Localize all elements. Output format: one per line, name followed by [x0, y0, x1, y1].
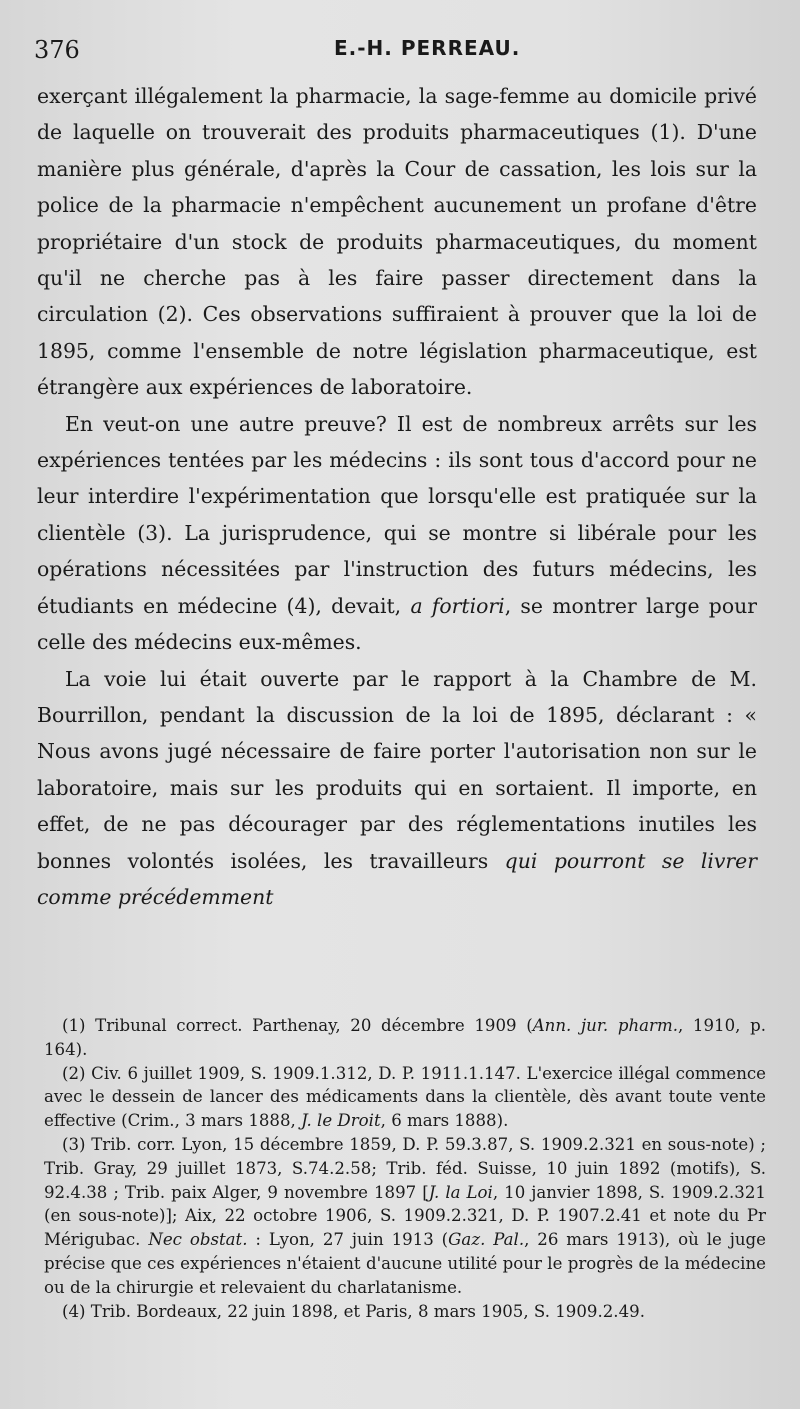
paragraph-2: En veut-on une autre preuve? Il est de nombreux arrêts sur les expériences tentées par les médecins : ils sont tous d'accord pour ne leur interdire l'expérimentation que lorsqu'elle est pratiquée sur la clientèle (3). La jurisprudence, qui se montre si libérale pour les opérations nécessitées par l'instruction des futurs médecins, les étudiants en médecine (4), devait, a fortiori, se montrer large pour celle des médecins eux-mêmes. [37, 411, 757, 655]
paragraph-3: La voie lui était ouverte par le rapport à la Chambre de M. Bourrillon, pendant la discussion de la loi de 1895, déclarant : « Nous avons jugé nécessaire de faire porter l'autorisation non sur le laboratoire, mais sur les produits qui en sortaient. Il importe, en effet, de ne pas décourager par des réglementations inutiles les bonnes volontés isolées, les travailleurs qui pourront se livrer comme précédemment [37, 666, 757, 909]
footnote-2: (2) Civ. 6 juillet 1909, S. 1909.1.312, D. P. 1911.1.147. L'exercice illégal commence avec le dessein de lancer des médicaments dans la clientèle, dès avant toute vente effective (Crim., 3 mars 1888, J. le Droit, 6 mars 1888). [44, 1063, 766, 1131]
footnotes [44, 1014, 766, 1323]
page-header [34, 36, 760, 72]
running-head: E.-H. PERREAU. [334, 36, 521, 60]
paragraph-1: exerçant illégalement la pharmacie, la sage-femme au domicile privé de laquelle on trouverait des produits pharmaceutiques (1). D'une manière plus générale, d'après la Cour de cassation, les lois sur la police de la pharmacie n'empêchent aucunement un profane d'être propriétaire d'un stock de produits pharmaceutiques, du moment qu'il ne cherche pas à les faire passer directement dans la circulation (2). Ces observations suffiraient à prouver que la loi de 1895, comme l'ensemble de notre législation pharmaceutique, est étrangère aux expériences de laboratoire. [37, 84, 757, 400]
footnote-3: (3) Trib. corr. Lyon, 15 décembre 1859, D. P. 59.3.87, S. 1909.2.321 en sous-note) ; Trib. Gray, 29 juillet 1873, S.74.2.58; Trib. féd. Suisse, 10 juin 1892 (motifs), S. 92.4.38 ; Trib. paix Alger, 9 novembre 1897 [J. la Loi, 10 janvier 1898, S. 1909.2.321 (en sous-note)]; Aix, 22 octobre 1906, S. 1909.2.321, D. P. 1907.2.41 et note du Pr Mérigubac. Nec obstat. : Lyon, 27 juin 1913 (Gaz. Pal., 26 mars 1913), où le juge précise que ces expériences n'étaient d'aucune utilité pour le progrès de la médecine ou de la chirurgie et relevaient du charlatanisme. [44, 1134, 767, 1297]
footnote-4: (4) Trib. Bordeaux, 22 juin 1898, et Paris, 8 mars 1905, S. 1909.2.49. [62, 1301, 645, 1321]
page-number: 376 [34, 36, 80, 64]
footnote-1: (1) Tribunal correct. Parthenay, 20 décembre 1909 (Ann. jur. pharm., 1910, p. 164). [44, 1016, 766, 1059]
main-text [37, 78, 757, 915]
